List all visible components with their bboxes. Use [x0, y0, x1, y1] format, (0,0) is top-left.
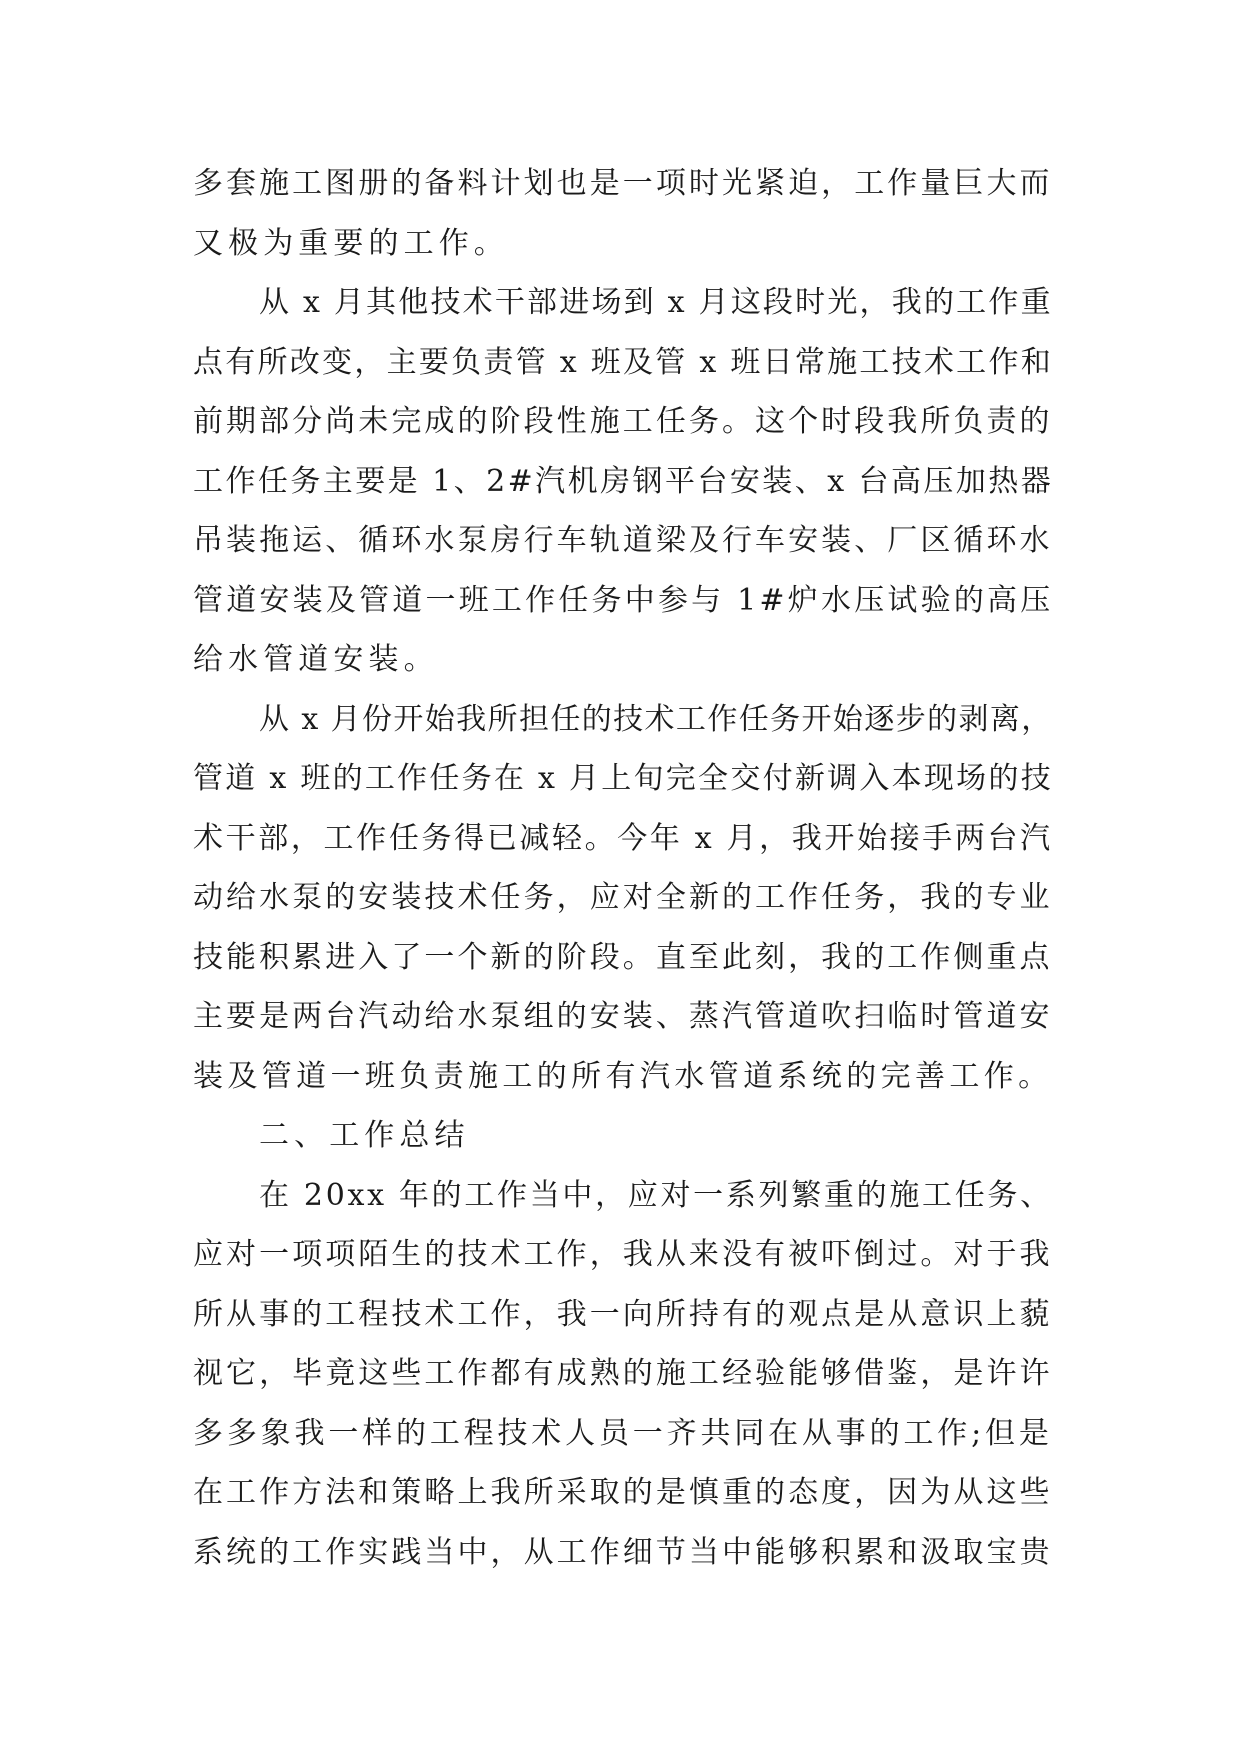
text-line: 从 x 月其他技术干部进场到 x 月这段时光，我的工作重	[259, 285, 1053, 320]
text-line: 管道安装及管道一班工作任务中参与 1#炉水压试验的高压	[193, 582, 1054, 618]
text-line: 在工作方法和策略上我所采取的是慎重的态度，因为从这些	[193, 1475, 1053, 1510]
text-line: 前期部分尚未完成的阶段性施工任务。这个时段我所负责的	[193, 404, 1053, 439]
text-line: 装及管道一班负责施工的所有汽水管道系统的完善工作。	[193, 1058, 1053, 1094]
text-line: 应对一项项陌生的技术工作，我从来没有被吓倒过。对于我	[193, 1237, 1053, 1272]
text-line: 点有所改变，主要负责管 x 班及管 x 班日常施工技术工作和	[193, 344, 1053, 380]
text-line: 视它，毕竟这些工作都有成熟的施工经验能够借鉴，是许许	[193, 1356, 1053, 1391]
text-line: 多多象我一样的工程技术人员一齐共同在从事的工作;但是	[193, 1415, 1053, 1451]
text-line: 工作任务主要是 1、2#汽机房钢平台安装、x 台高压加热器	[193, 463, 1054, 499]
text-line: 又极为重要的工作。	[193, 225, 509, 261]
text-line: 给水管道安装。	[193, 642, 439, 677]
text-line: 多套施工图册的备料计划也是一项时光紧迫，工作量巨大而	[193, 166, 1053, 201]
text-line: 动给水泵的安装技术任务，应对全新的工作任务，我的专业	[193, 880, 1053, 915]
text-line: 所从事的工程技术工作，我一向所持有的观点是从意识上藐	[193, 1296, 1053, 1332]
text-line: 系统的工作实践当中，从工作细节当中能够积累和汲取宝贵	[193, 1534, 1053, 1570]
text-line: 术干部，工作任务得已减轻。今年 x 月，我开始接手两台汽	[193, 820, 1053, 856]
text-line: 技能积累进入了一个新的阶段。直至此刻，我的工作侧重点	[193, 939, 1053, 975]
text-line: 在 20xx 年的工作当中，应对一系列繁重的施工任务、	[259, 1177, 1053, 1213]
text-line: 吊装拖运、循环水泵房行车轨道梁及行车安装、厂区循环水	[193, 523, 1053, 558]
text-line: 二、工作总结	[259, 1118, 470, 1153]
body-text	[193, 154, 1053, 1582]
text-line: 从 x 月份开始我所担任的技术工作任务开始逐步的剥离，	[259, 701, 1053, 737]
text-line: 主要是两台汽动给水泵组的安装、蒸汽管道吹扫临时管道安	[193, 999, 1053, 1034]
text-line: 管道 x 班的工作任务在 x 月上旬完全交付新调入本现场的技	[193, 761, 1053, 796]
